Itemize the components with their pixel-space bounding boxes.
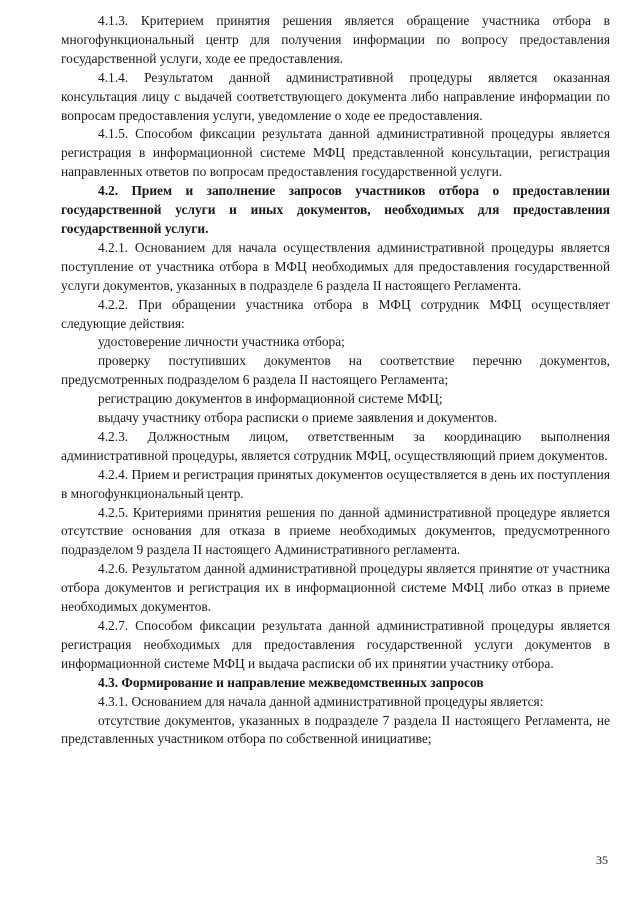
- document-page: [61, 12, 610, 749]
- list-item-issue-receipt: выдачу участнику отбора расписки о приеме заявления и документов.: [98, 410, 498, 426]
- paragraph-4-1-3: 4.1.3. Критерием принятия решения является обращение участника отбора в многофункциональный центр для получения информации по вопросу предоставления государственной услуги, ходе ее предоставления.: [61, 13, 610, 66]
- list-item-missing-documents: отсутствие документов, указанных в подразделе 7 раздела II настоящего Регламента, не представленных участником отбора по собственной инициативе;: [61, 712, 610, 747]
- paragraph-4-2-3: 4.2.3. Должностным лицом, ответственным за координацию выполнения административной процедуры, является сотрудник МФЦ, осуществляющий прием документов.: [61, 428, 610, 463]
- list-item-check-documents: проверку поступивших документов на соответствие перечню документов, предусмотренных подразделом 6 раздела II настоящего Регламента;: [61, 353, 610, 388]
- section-heading-4-3: 4.3. Формирование и направление межведомственных запросов: [98, 674, 484, 690]
- paragraph-4-2-2: 4.2.2. При обращении участника отбора в МФЦ сотрудник МФЦ осуществляет следующие действия:: [61, 296, 610, 331]
- paragraph-4-2-7: 4.2.7. Способом фиксации результата данной административной процедуры является регистрация необходимых для предоставления государственной услуги документов в информационной системе МФЦ и выдача расписки об их принятии участнику отбора.: [61, 618, 610, 671]
- paragraph-4-1-4: 4.1.4. Результатом данной административной процедуры является оказанная консультация лицу с выдачей соответствующего документа либо направление информации по вопросам предоставления услуги, уведомление о ходе ее предоставления.: [61, 69, 610, 123]
- paragraph-4-2-6: 4.2.6. Результатом данной административной процедуры является принятие от участника отбора документов и регистрация их в информационной системе МФЦ либо отказ в приеме необходимых документов.: [61, 561, 610, 615]
- paragraph-4-2-4: 4.2.4. Прием и регистрация принятых документов осуществляется в день их поступления в многофункциональный центр.: [61, 466, 610, 501]
- list-item-identity: удостоверение личности участника отбора;: [98, 334, 345, 350]
- list-item-register-documents: регистрацию документов в информационной системе МФЦ;: [98, 391, 443, 407]
- paragraph-4-2-1: 4.2.1. Основанием для начала осуществления административной процедуры является поступление от участника отбора в МФЦ необходимых для предоставления государственной услуги документов, указанных в подразделе 6 раздела II настоящего Регламента.: [61, 239, 610, 293]
- paragraph-4-2-5: 4.2.5. Критериями принятия решения по данной административной процедуре является отсутствие основания для отказа в приеме необходимых документов, предусмотренного подразделом 9 раздела II настоящего Административного регламента.: [61, 504, 610, 558]
- page-number: 35: [596, 853, 608, 867]
- section-heading-4-2: 4.2. Прием и заполнение запросов участников отбора о предоставлении государственной услуги и иных документов, необходимых для предоставления государственной услуги.: [61, 183, 610, 236]
- paragraph-4-3-1: 4.3.1. Основанием для начала данной административной процедуры является:: [98, 693, 544, 709]
- paragraph-4-1-5: 4.1.5. Способом фиксации результата данной административной процедуры является регистрация в информационной системе МФЦ представленной консультации, регистрация направленных ответов по вопросам предоставления государственной услуги.: [61, 126, 610, 180]
